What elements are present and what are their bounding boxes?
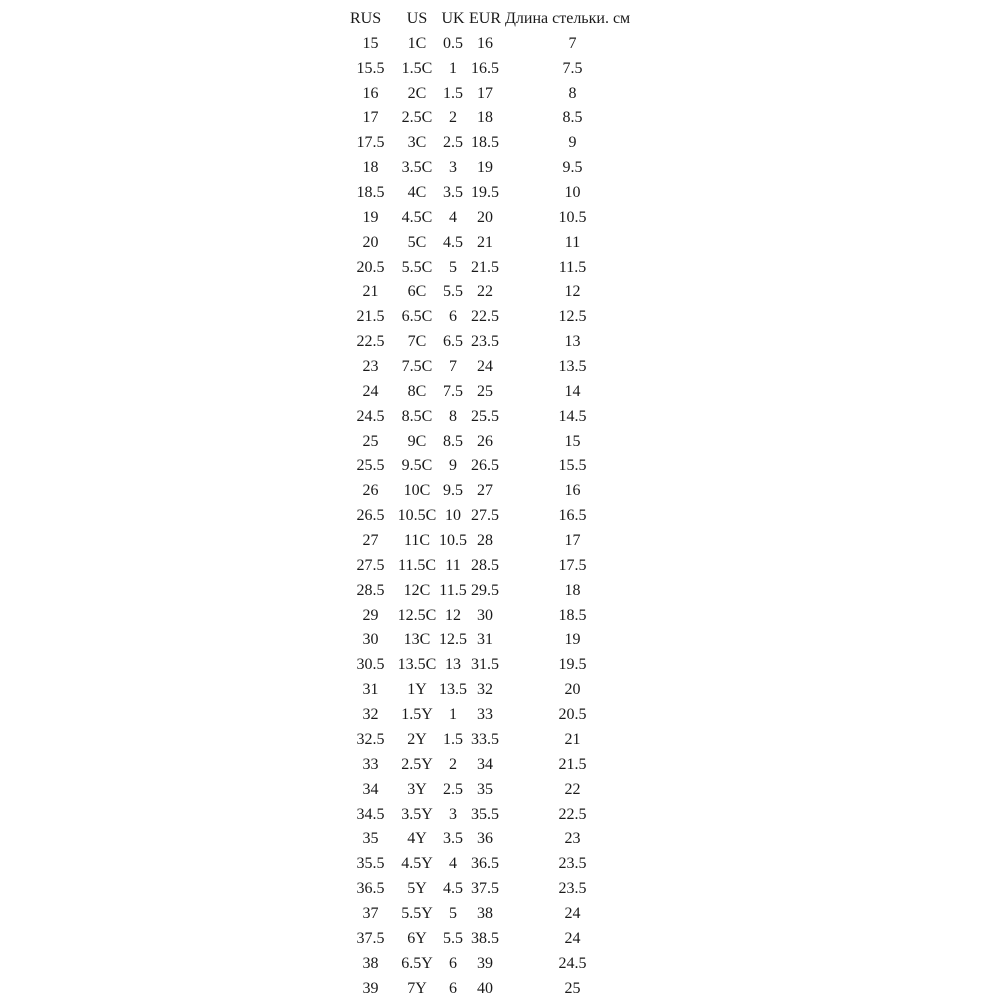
cell-us: 3C — [407, 134, 427, 152]
table-row — [345, 902, 643, 927]
cell-insole-length: 22.5 — [558, 805, 587, 823]
cell-rus: 17 — [362, 109, 379, 127]
cell-insole-length: 19 — [564, 631, 581, 649]
cell-us: 12.5C — [397, 606, 437, 624]
table-body — [345, 32, 643, 1001]
cell-eur: 21 — [477, 233, 493, 251]
cell-us: 3.5Y — [401, 805, 433, 823]
cell-insole-length: 8 — [568, 84, 577, 102]
cell-insole-length: 24 — [564, 904, 581, 922]
table-row — [345, 703, 643, 728]
table-row — [345, 430, 643, 455]
cell-us: 8.5C — [401, 407, 433, 425]
cell-insole-length: 9 — [568, 134, 577, 152]
cell-insole-length: 22 — [564, 780, 581, 798]
table-row — [345, 454, 643, 479]
cell-eur: 17 — [477, 84, 493, 102]
cell-us: 4Y — [407, 830, 427, 848]
cell-us: 9.5C — [401, 457, 433, 475]
cell-eur: 37.5 — [471, 880, 499, 898]
cell-insole-length: 7.5 — [562, 59, 583, 77]
cell-insole-length: 25 — [564, 979, 581, 997]
table-header — [345, 7, 643, 32]
cell-uk: 1 — [449, 706, 457, 724]
cell-uk: 4.5 — [443, 233, 463, 251]
cell-uk: 4 — [449, 855, 457, 873]
cell-eur: 25 — [477, 382, 493, 400]
cell-uk: 3 — [449, 159, 457, 177]
cell-uk: 7.5 — [443, 382, 463, 400]
cell-us: 9C — [407, 432, 427, 450]
table-row — [345, 604, 643, 629]
cell-uk: 1 — [449, 59, 457, 77]
cell-eur: 35.5 — [471, 805, 499, 823]
cell-insole-length: 11.5 — [558, 258, 587, 276]
table-row — [345, 877, 643, 902]
cell-rus: 20.5 — [356, 258, 385, 276]
cell-eur: 35 — [477, 780, 493, 798]
cell-rus: 25 — [362, 432, 379, 450]
cell-uk: 10.5 — [439, 532, 467, 550]
cell-insole-length: 18 — [564, 581, 581, 599]
cell-uk: 2 — [449, 755, 457, 773]
cell-uk: 4.5 — [443, 880, 463, 898]
cell-rus: 27 — [362, 532, 379, 550]
cell-eur: 23.5 — [471, 333, 499, 351]
cell-insole-length: 15.5 — [558, 457, 587, 475]
cell-us: 3.5C — [401, 159, 433, 177]
cell-uk: 0.5 — [443, 34, 463, 52]
cell-insole-length: 21 — [564, 730, 581, 748]
cell-eur: 26.5 — [471, 457, 499, 475]
cell-insole-length: 23.5 — [558, 880, 587, 898]
cell-eur: 22 — [477, 283, 493, 301]
cell-rus: 20 — [362, 233, 379, 251]
cell-us: 4.5Y — [401, 855, 433, 873]
cell-us: 3Y — [407, 780, 427, 798]
cell-eur: 39 — [477, 954, 493, 972]
table-row — [345, 57, 643, 82]
cell-uk: 2.5 — [443, 134, 463, 152]
cell-rus: 23 — [362, 358, 379, 376]
cell-insole-length: 23 — [564, 830, 581, 848]
cell-eur: 32 — [477, 681, 493, 699]
table-row — [345, 579, 643, 604]
cell-us: 11C — [403, 532, 431, 550]
cell-uk: 5.5 — [443, 929, 463, 947]
cell-rus: 31 — [362, 681, 379, 699]
header-insole-length: Длина стельки. см — [505, 10, 631, 27]
table-row — [345, 728, 643, 753]
cell-rus: 25.5 — [356, 457, 385, 475]
table-row — [345, 927, 643, 952]
cell-rus: 24.5 — [356, 407, 385, 425]
cell-uk: 6 — [449, 954, 457, 972]
cell-rus: 37.5 — [356, 929, 385, 947]
cell-us: 5.5Y — [401, 904, 433, 922]
cell-insole-length: 20 — [564, 681, 581, 699]
cell-insole-length: 10.5 — [558, 208, 587, 226]
cell-uk: 4 — [449, 208, 457, 226]
cell-us: 5Y — [407, 880, 427, 898]
cell-uk: 11.5 — [439, 581, 467, 599]
cell-uk: 12 — [445, 606, 461, 624]
cell-eur: 36.5 — [471, 855, 499, 873]
cell-rus: 33 — [362, 755, 379, 773]
cell-rus: 34 — [362, 780, 379, 798]
cell-eur: 27.5 — [471, 507, 499, 525]
cell-us: 5.5C — [401, 258, 433, 276]
table-row — [345, 827, 643, 852]
cell-eur: 22.5 — [471, 308, 499, 326]
cell-us: 4.5C — [401, 208, 433, 226]
cell-eur: 30 — [477, 606, 493, 624]
cell-eur: 40 — [477, 979, 493, 997]
cell-us: 7Y — [407, 979, 427, 997]
table-row — [345, 156, 643, 181]
cell-insole-length: 15 — [564, 432, 581, 450]
cell-insole-length: 16 — [564, 482, 581, 500]
table-row — [345, 181, 643, 206]
cell-uk: 5.5 — [443, 283, 463, 301]
table-row — [345, 405, 643, 430]
cell-us: 1.5Y — [401, 706, 433, 724]
table-row — [345, 753, 643, 778]
cell-insole-length: 13 — [564, 333, 581, 351]
header-rus: RUS — [350, 10, 382, 27]
cell-uk: 8.5 — [443, 432, 463, 450]
cell-rus: 35 — [362, 830, 379, 848]
table-row — [345, 678, 643, 703]
cell-uk: 9 — [449, 457, 457, 475]
table-row — [345, 778, 643, 803]
cell-rus: 34.5 — [356, 805, 385, 823]
table-row — [345, 977, 643, 1001]
cell-eur: 26 — [477, 432, 493, 450]
cell-insole-length: 12 — [564, 283, 581, 301]
cell-us: 2.5Y — [401, 755, 433, 773]
cell-rus: 24 — [362, 382, 379, 400]
cell-eur: 18.5 — [471, 134, 499, 152]
cell-rus: 22.5 — [356, 333, 385, 351]
cell-eur: 20 — [477, 208, 493, 226]
cell-eur: 31.5 — [471, 656, 499, 674]
cell-uk: 6 — [449, 979, 457, 997]
cell-us: 10.5C — [397, 507, 437, 525]
cell-eur: 27 — [477, 482, 493, 500]
table-row — [345, 380, 643, 405]
cell-uk: 5 — [449, 258, 457, 276]
cell-rus: 32 — [362, 706, 379, 724]
cell-rus: 28.5 — [356, 581, 385, 599]
table-row — [345, 554, 643, 579]
cell-us: 6C — [407, 283, 427, 301]
table-row — [345, 32, 643, 57]
cell-uk: 2 — [449, 109, 457, 127]
cell-insole-length: 7 — [568, 34, 577, 52]
cell-uk: 8 — [449, 407, 457, 425]
header-eur: EUR — [469, 10, 501, 27]
cell-eur: 31 — [477, 631, 493, 649]
cell-uk: 3.5 — [443, 184, 463, 202]
table-row — [345, 628, 643, 653]
cell-rus: 27.5 — [356, 556, 385, 574]
table-row — [345, 256, 643, 281]
table-row — [345, 355, 643, 380]
cell-us: 2.5C — [401, 109, 433, 127]
cell-rus: 37 — [362, 904, 379, 922]
cell-rus: 29 — [362, 606, 379, 624]
cell-uk: 13 — [445, 656, 461, 674]
cell-rus: 35.5 — [356, 855, 385, 873]
cell-us: 1Y — [407, 681, 427, 699]
cell-insole-length: 14 — [564, 382, 581, 400]
cell-us: 8C — [407, 382, 427, 400]
cell-eur: 18 — [477, 109, 493, 127]
cell-uk: 11 — [445, 556, 461, 574]
cell-insole-length: 16.5 — [558, 507, 587, 525]
cell-insole-length: 24.5 — [558, 954, 587, 972]
table-row — [345, 653, 643, 678]
cell-rus: 21 — [362, 283, 379, 301]
cell-rus: 15 — [362, 34, 379, 52]
cell-us: 11.5C — [397, 556, 437, 574]
header-uk: UK — [441, 10, 465, 27]
table-row — [345, 504, 643, 529]
cell-insole-length: 23.5 — [558, 855, 587, 873]
cell-rus: 16 — [362, 84, 379, 102]
cell-uk: 10 — [445, 507, 461, 525]
cell-us: 10C — [403, 482, 431, 500]
cell-insole-length: 19.5 — [558, 656, 587, 674]
cell-eur: 25.5 — [471, 407, 499, 425]
cell-rus: 15.5 — [356, 59, 385, 77]
header-row — [345, 7, 643, 32]
cell-rus: 21.5 — [356, 308, 385, 326]
table-row — [345, 106, 643, 131]
cell-uk: 9.5 — [443, 482, 463, 500]
cell-uk: 1.5 — [443, 84, 463, 102]
cell-us: 12C — [403, 581, 431, 599]
cell-uk: 1.5 — [443, 730, 463, 748]
header-us: US — [406, 10, 428, 27]
cell-insole-length: 10 — [564, 184, 581, 202]
cell-rus: 38 — [362, 954, 379, 972]
cell-insole-length: 17.5 — [558, 556, 587, 574]
cell-uk: 13.5 — [439, 681, 467, 699]
cell-eur: 19.5 — [471, 184, 499, 202]
table-row — [345, 231, 643, 256]
cell-uk: 12.5 — [439, 631, 467, 649]
table-row — [345, 330, 643, 355]
cell-eur: 33.5 — [471, 730, 499, 748]
cell-eur: 38.5 — [471, 929, 499, 947]
cell-insole-length: 8.5 — [562, 109, 583, 127]
cell-us: 6.5C — [401, 308, 433, 326]
cell-insole-length: 12.5 — [558, 308, 587, 326]
cell-rus: 30.5 — [356, 656, 385, 674]
table-row — [345, 131, 643, 156]
cell-eur: 34 — [477, 755, 493, 773]
cell-insole-length: 13.5 — [558, 358, 587, 376]
cell-rus: 18.5 — [356, 184, 385, 202]
cell-rus: 32.5 — [356, 730, 385, 748]
cell-uk: 7 — [449, 358, 457, 376]
cell-eur: 28 — [477, 532, 493, 550]
table-row — [345, 280, 643, 305]
cell-us: 4C — [407, 184, 427, 202]
cell-eur: 19 — [477, 159, 493, 177]
cell-insole-length: 17 — [564, 532, 581, 550]
table-row — [345, 952, 643, 977]
cell-us: 7C — [407, 333, 427, 351]
cell-us: 7.5C — [401, 358, 433, 376]
cell-us: 6.5Y — [401, 954, 433, 972]
cell-us: 1C — [407, 34, 427, 52]
cell-eur: 33 — [477, 706, 493, 724]
cell-insole-length: 11 — [564, 233, 581, 251]
cell-rus: 26.5 — [356, 507, 385, 525]
cell-uk: 6 — [449, 308, 457, 326]
cell-eur: 28.5 — [471, 556, 499, 574]
cell-uk: 6.5 — [443, 333, 463, 351]
cell-eur: 38 — [477, 904, 493, 922]
cell-rus: 17.5 — [356, 134, 385, 152]
cell-us: 2Y — [407, 730, 427, 748]
cell-us: 13C — [403, 631, 431, 649]
table-row — [345, 852, 643, 877]
cell-uk: 3.5 — [443, 830, 463, 848]
table-row — [345, 479, 643, 504]
cell-eur: 16.5 — [471, 59, 499, 77]
cell-eur: 24 — [477, 358, 493, 376]
cell-eur: 29.5 — [471, 581, 499, 599]
cell-insole-length: 24 — [564, 929, 581, 947]
cell-rus: 36.5 — [356, 880, 385, 898]
table-row — [345, 529, 643, 554]
cell-insole-length: 21.5 — [558, 755, 587, 773]
cell-rus: 19 — [362, 208, 379, 226]
cell-us: 13.5C — [397, 656, 437, 674]
table-row — [345, 803, 643, 828]
cell-uk: 2.5 — [443, 780, 463, 798]
cell-insole-length: 20.5 — [558, 706, 587, 724]
cell-uk: 3 — [449, 805, 457, 823]
table-row — [345, 206, 643, 231]
cell-insole-length: 18.5 — [558, 606, 587, 624]
cell-eur: 16 — [477, 34, 493, 52]
cell-uk: 5 — [449, 904, 457, 922]
cell-eur: 21.5 — [471, 258, 499, 276]
cell-rus: 18 — [362, 159, 379, 177]
cell-rus: 26 — [362, 482, 379, 500]
table-row — [345, 305, 643, 330]
size-chart-table — [345, 7, 643, 1001]
cell-insole-length: 9.5 — [562, 159, 583, 177]
table-row — [345, 82, 643, 107]
cell-eur: 36 — [477, 830, 493, 848]
cell-us: 1.5C — [401, 59, 433, 77]
cell-us: 6Y — [407, 929, 427, 947]
cell-rus: 30 — [362, 631, 379, 649]
cell-insole-length: 14.5 — [558, 407, 587, 425]
cell-us: 2C — [407, 84, 427, 102]
cell-rus: 39 — [362, 979, 379, 997]
cell-us: 5C — [407, 233, 427, 251]
